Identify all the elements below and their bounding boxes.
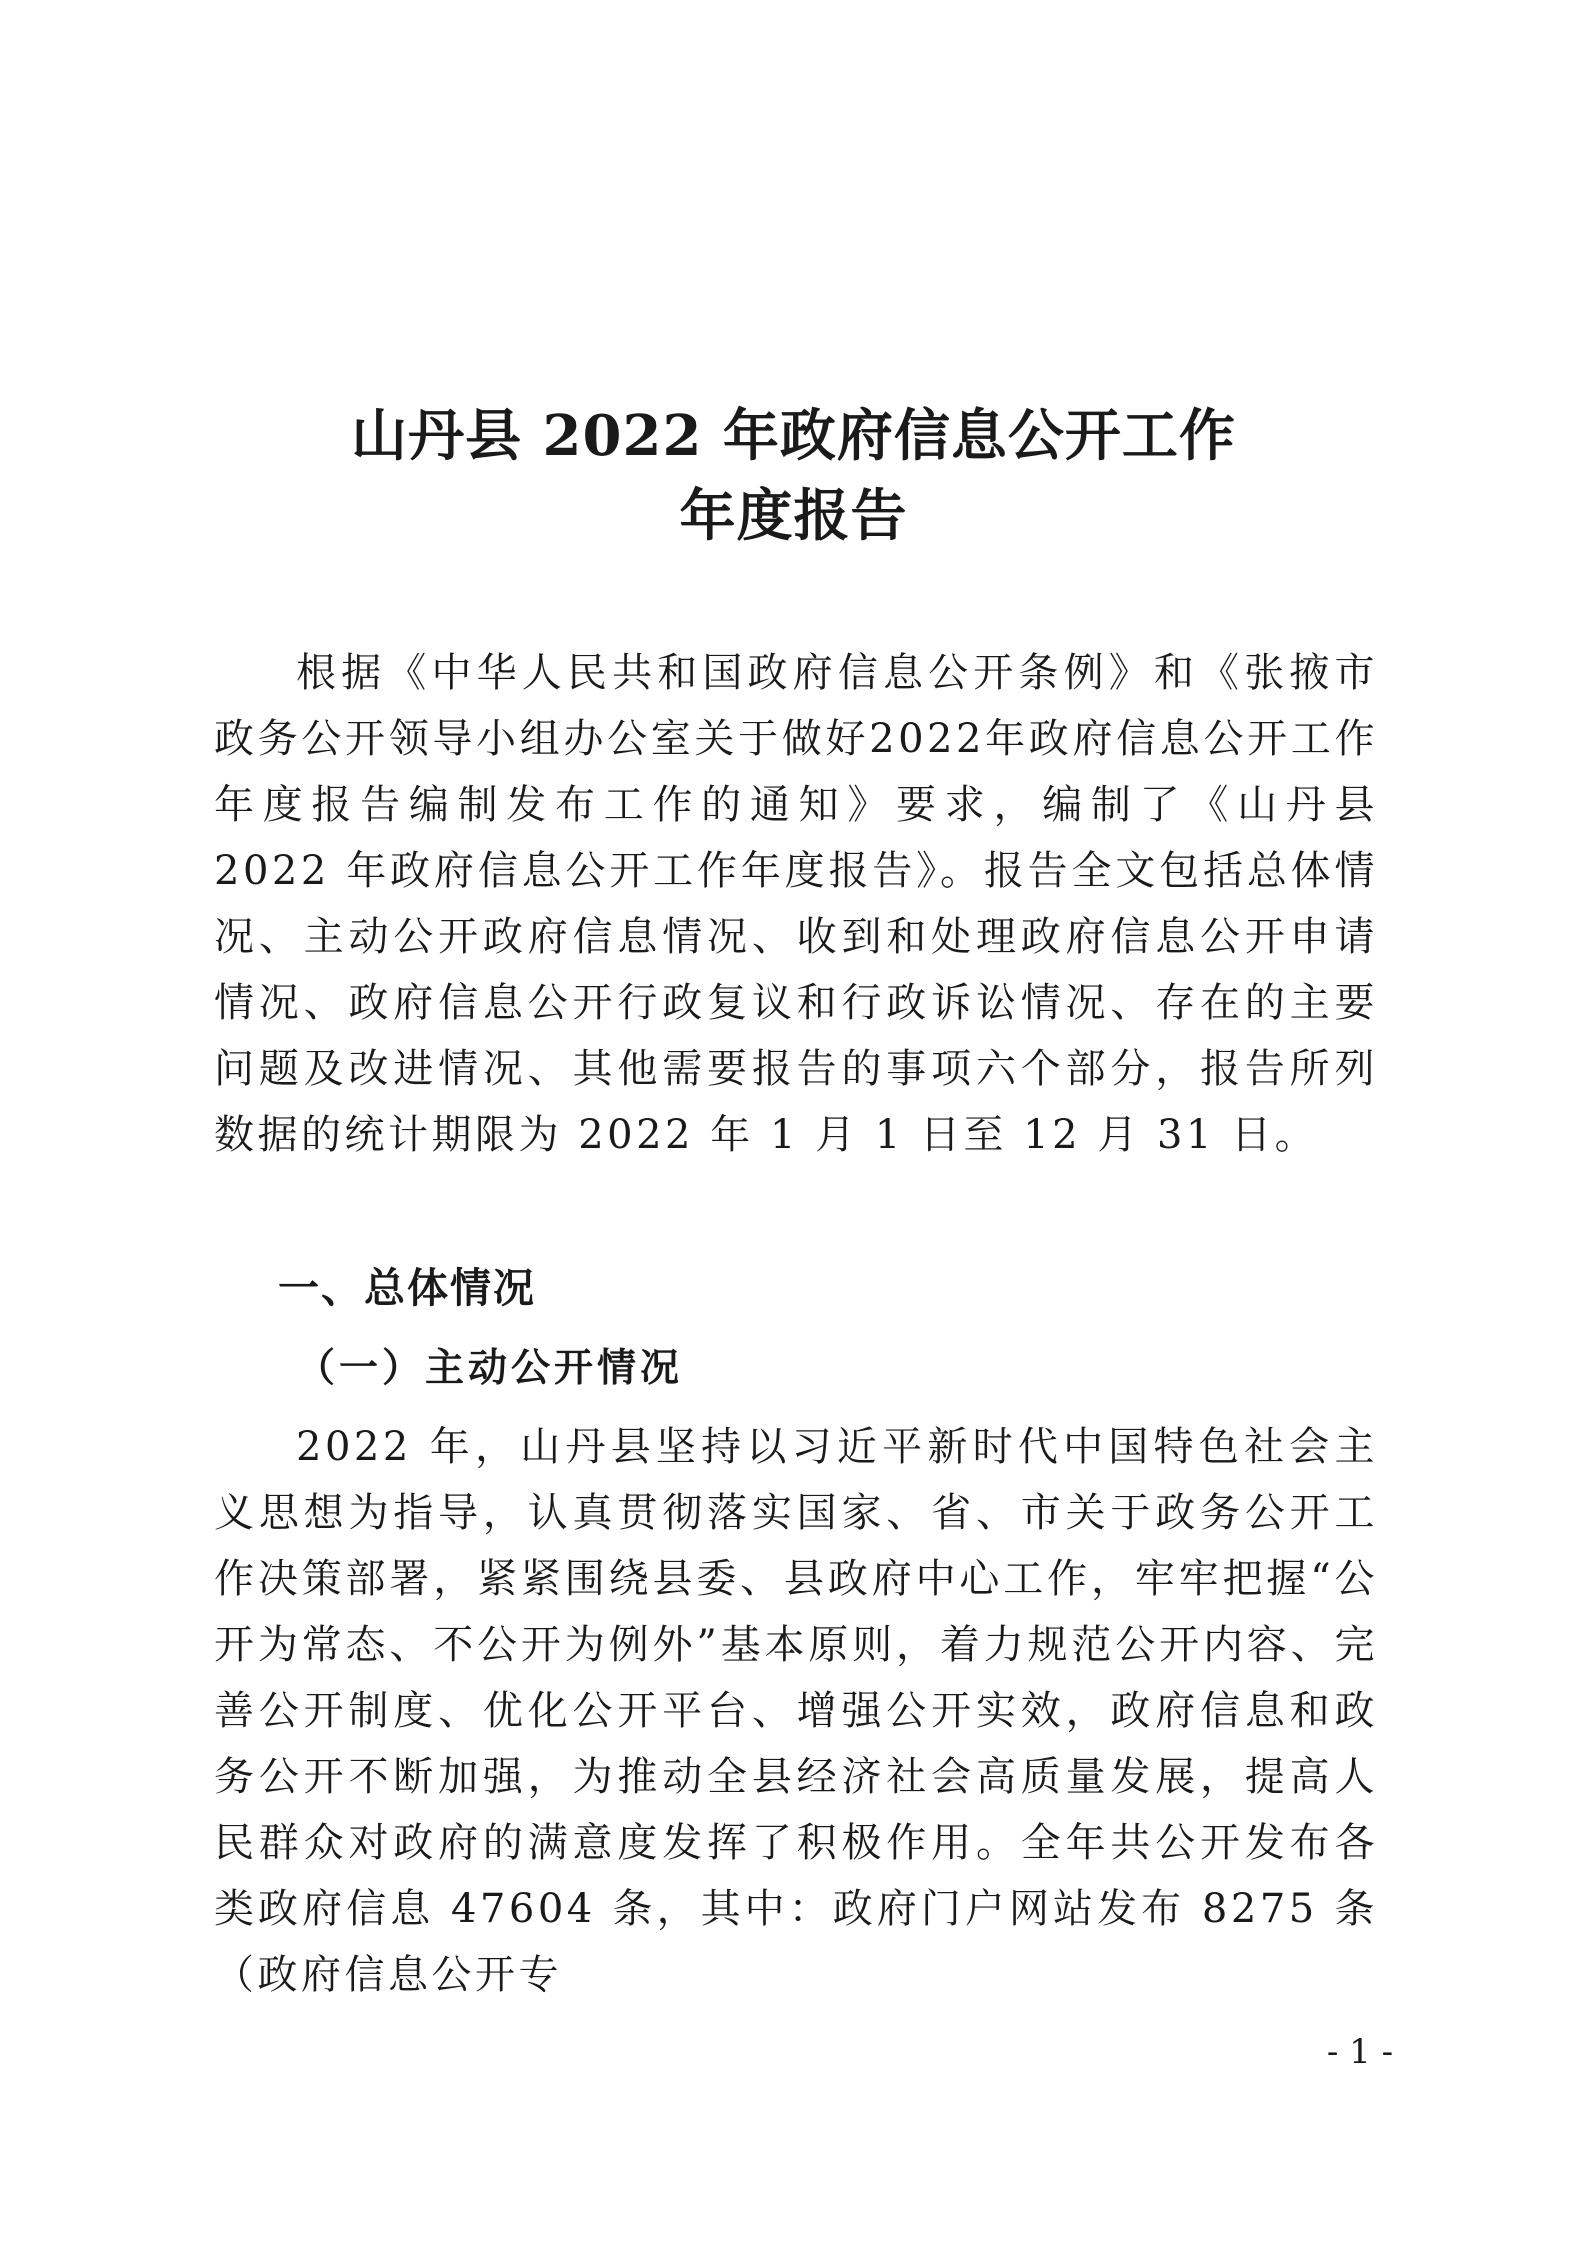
proactive-disclosure-paragraph: 2022 年，山丹县坚持以习近平新时代中国特色社会主义思想为指导，认真贯彻落实国家、省、市关于政务公开工作决策部署，紧紧围绕县委、县政府中心工作，牢牢把握“公开为常态、不公开为例外”基本原则，着力规范公开内容、完善公开制度、优化公开平台、增强公开实效，政府信息和政务公开不断加强，为推动全县经济社会高质量发展，提高人民群众对政府的满意度发挥了积极作用。全年共公开发布各类政府信息 47604 条，其中：政府门户网站发布 8275 条（政府信息公开专: [214, 1424, 1378, 1998]
subsection-heading-proactive-disclosure: （一）主动公开情况: [296, 1345, 684, 1391]
report-title-line1: 山丹县 2022 年政府信息公开工作: [351, 403, 1236, 469]
intro-paragraph: 根据《中华人民共和国政府信息公开条例》和《张掖市政务公开领导小组办公室关于做好2022年政府信息公开工作年度报告编制发布工作的通知》要求，编制了《山丹县 2022 年政府信息公开工作年度报告》。报告全文包括总体情况、主动公开政府信息情况、收到和处理政府信息公开申请情况、政府信息公开行政复议和行政诉讼情况、存在的主要问题及改进情况、其他需要报告的事项六个部分，报告所列数据的统计期限为 2022 年 1 月 1 日至 12 月 31 日。: [214, 650, 1378, 1158]
report-title-line2: 年度报告: [679, 483, 908, 549]
section-heading-overview: 一、总体情况: [278, 1264, 536, 1312]
page-number: - 1 -: [1326, 2032, 1394, 2072]
